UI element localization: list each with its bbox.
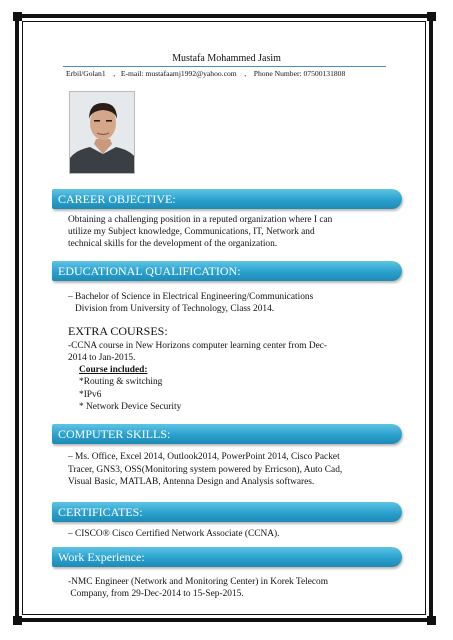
border-corner xyxy=(13,12,22,21)
course-item: *Routing & switching xyxy=(79,377,163,387)
section-header-career-objective: CAREER OBJECTIVE: xyxy=(52,189,402,209)
education-line: Division from University of Technology, Class 2014. xyxy=(68,304,275,314)
career-line: utilize my Subject knowledge, Communications, IT, Network and xyxy=(68,227,315,237)
extra-courses-title: EXTRA COURSES: xyxy=(68,324,168,338)
certificate-line: – CISCO® Cisco Certified Network Associate (CCNA). xyxy=(68,529,280,539)
border-corner xyxy=(427,12,436,21)
contact-line: Erbil/Golan1 , E-mail: mustafaamj1992@yahoo.com , Phone Number: 07500131808 xyxy=(66,69,346,78)
course-item: * Network Device Security xyxy=(79,402,182,412)
course-included-label: Course included: xyxy=(79,365,148,375)
career-line: technical skills for the development of the organization. xyxy=(68,239,278,249)
border-corner xyxy=(427,616,436,625)
skills-line: Visual Basic, MATLAB, Antenna Design and Analysis softwares. xyxy=(68,477,315,487)
education-line: – Bachelor of Science in Electrical Engineering/Communications xyxy=(68,292,314,302)
work-line: -NMC Engineer (Network and Monitoring Center) in Korek Telecom xyxy=(68,577,329,587)
profile-photo xyxy=(69,91,135,174)
section-header-education: EDUCATIONAL QUALIFICATION: xyxy=(52,261,402,281)
section-header-certificates: CERTIFICATES: xyxy=(52,502,402,522)
skills-line: – Ms. Office, Excel 2014, Outlook2014, PowerPoint 2014, Cisco Packet xyxy=(68,452,340,462)
section-header-work-experience: Work Experience: xyxy=(52,547,402,567)
applicant-name: Mustafa Mohammed Jasim xyxy=(172,53,281,64)
profile-photo-portrait xyxy=(70,92,135,174)
extra-courses-line: 2014 to Jan-2015. xyxy=(68,353,136,363)
border-corner xyxy=(13,616,22,625)
header-divider xyxy=(63,66,386,67)
career-line: Obtaining a challenging position in a reputed organization where I can xyxy=(68,215,333,225)
extra-courses-line: -CCNA course in New Horizons computer learning center from Dec- xyxy=(68,341,328,351)
skills-line: Tracer, GNS3, OSS(Monitoring system powered by Erricson), Auto Cad, xyxy=(68,465,343,475)
course-item: *IPv6 xyxy=(79,390,102,400)
work-line: Company, from 29-Dec-2014 to 15-Sep-2015. xyxy=(68,589,244,599)
section-header-computer-skills: COMPUTER SKILLS: xyxy=(52,424,402,444)
